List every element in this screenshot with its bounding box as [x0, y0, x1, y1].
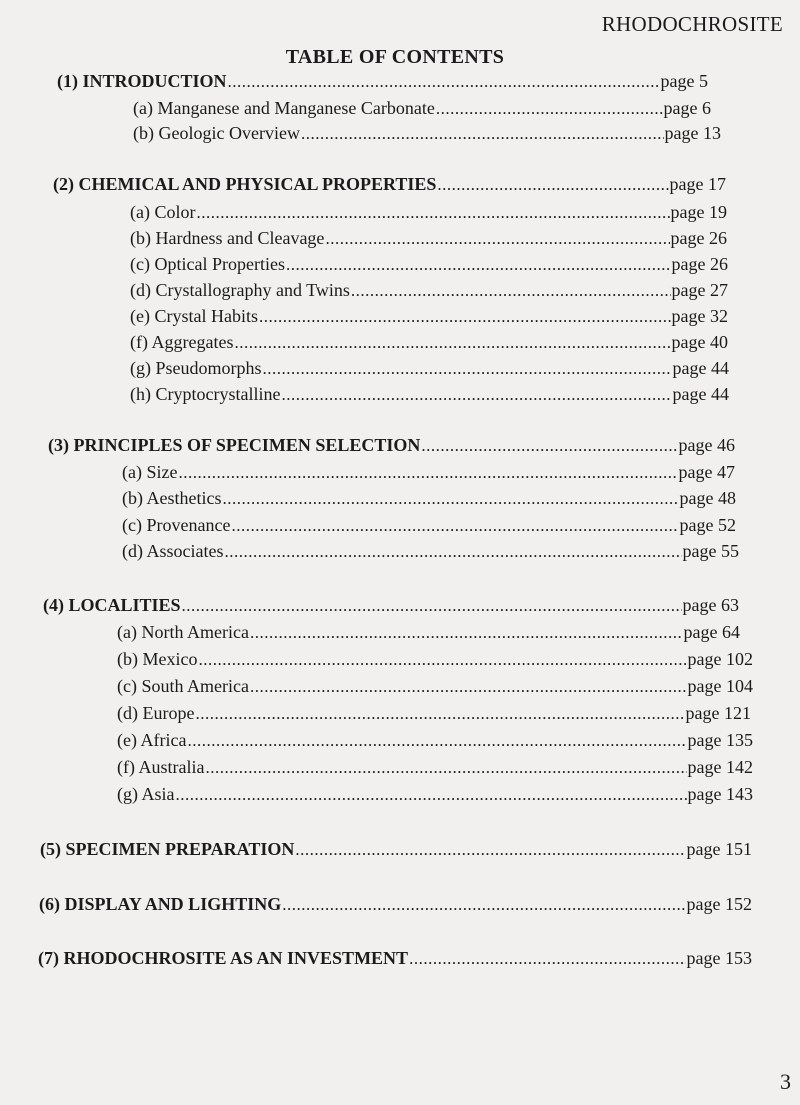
dot-leader [198, 649, 686, 671]
toc-section-3 [48, 434, 735, 457]
toc-entry [133, 122, 721, 145]
dot-leader [234, 332, 670, 354]
toc-entry [122, 514, 736, 537]
toc-section-1 [57, 70, 708, 93]
toc-page-ref: page 104 [687, 676, 753, 696]
toc-entry-label: (a) Manganese and Manganese Carbonate [133, 98, 435, 118]
toc-section-label: (5) SPECIMEN PREPARATION [40, 839, 295, 859]
toc-entry [130, 331, 728, 354]
toc-entry-label: (h) Cryptocrystalline [130, 384, 281, 404]
dot-leader [178, 462, 677, 484]
dot-leader [176, 784, 687, 806]
toc-entry-label: (b) Hardness and Cleavage [130, 228, 325, 248]
dot-leader [282, 894, 685, 916]
dot-leader [437, 174, 668, 196]
dot-leader [228, 71, 660, 93]
dot-leader [182, 595, 682, 617]
toc-entry-label: (c) South America [117, 676, 249, 696]
dot-leader [231, 515, 678, 537]
toc-page-ref: page 26 [671, 254, 728, 274]
toc-section-label: (7) RHODOCHROSITE AS AN INVESTMENT [38, 948, 409, 968]
toc-entry-label: (g) Asia [117, 784, 175, 804]
dot-leader [187, 730, 686, 752]
toc-entry-label: (e) Crystal Habits [130, 306, 258, 326]
toc-page-ref: page 5 [660, 71, 708, 91]
running-head: RHODOCHROSITE [601, 12, 783, 36]
toc-entry [122, 461, 735, 484]
dot-leader [409, 948, 685, 970]
dot-leader [224, 541, 681, 563]
toc-entry-label: (g) Pseudomorphs [130, 358, 262, 378]
toc-page-ref: page 151 [686, 839, 752, 859]
toc-entry-label: (c) Provenance [122, 515, 231, 535]
dot-leader [259, 306, 671, 328]
dot-leader [196, 202, 669, 224]
toc-entry-label: (e) Africa [117, 730, 187, 750]
dot-leader [195, 703, 684, 725]
toc-entry [117, 675, 753, 698]
toc-page-ref: page 153 [686, 948, 752, 968]
toc-entry-label: (d) Crystallography and Twins [130, 280, 350, 300]
toc-page-ref: page 143 [687, 784, 753, 804]
toc-page-ref: page 63 [682, 595, 739, 615]
toc-entry-label: (d) Europe [117, 703, 195, 723]
dot-leader [281, 384, 671, 406]
toc-entry-label: (b) Geologic Overview [133, 123, 300, 143]
toc-entry [130, 357, 729, 380]
toc-entry-label: (d) Associates [122, 541, 224, 561]
toc-entry-label: (b) Mexico [117, 649, 198, 669]
dot-leader [222, 488, 678, 510]
toc-page-ref: page 26 [670, 228, 727, 248]
toc-section-label: (1) INTRODUCTION [57, 71, 227, 91]
dot-leader [250, 676, 687, 698]
dot-leader [351, 280, 671, 302]
toc-page-ref: page 152 [686, 894, 752, 914]
toc-page-ref: page 55 [682, 541, 739, 561]
toc-entry [117, 783, 753, 806]
toc-title: TABLE OF CONTENTS [285, 46, 505, 68]
toc-entry [130, 305, 728, 328]
dot-leader [263, 358, 672, 380]
dot-leader [301, 123, 664, 145]
dot-leader [286, 254, 671, 276]
toc-entry [130, 253, 728, 276]
toc-entry-label: (f) Aggregates [130, 332, 234, 352]
dot-leader [436, 98, 663, 120]
toc-page-ref: page 13 [664, 123, 721, 143]
toc-section-7 [38, 947, 752, 970]
toc-section-4 [43, 594, 739, 617]
toc-entry-label: (f) Australia [117, 757, 205, 777]
toc-section-label: (3) PRINCIPLES OF SPECIMEN SELECTION [48, 435, 421, 455]
toc-section-label: (6) DISPLAY AND LIGHTING [39, 894, 282, 914]
toc-page-ref: page 142 [687, 757, 753, 777]
toc-entry [117, 648, 753, 671]
toc-page-ref: page 40 [671, 332, 728, 352]
toc-section-label: (4) LOCALITIES [43, 595, 181, 615]
toc-entry-label: (c) Optical Properties [130, 254, 285, 274]
toc-section-2 [53, 173, 726, 196]
toc-page-ref: page 44 [672, 384, 729, 404]
toc-entry-label: (a) Size [122, 462, 178, 482]
toc-page-ref: page 135 [687, 730, 753, 750]
toc-entry [122, 540, 739, 563]
page-number: 3 [780, 1069, 791, 1094]
toc-page-ref: page 27 [671, 280, 728, 300]
dot-leader [295, 839, 685, 861]
toc-entry [133, 97, 711, 120]
toc-page-ref: page 121 [685, 703, 751, 723]
toc-entry [130, 227, 727, 250]
toc-page-ref: page 32 [671, 306, 728, 326]
toc-entry [130, 279, 728, 302]
toc-page-ref: page 52 [679, 515, 736, 535]
dot-leader [250, 622, 683, 644]
toc-page-ref: page 17 [669, 174, 726, 194]
toc-entry-label: (a) Color [130, 202, 196, 222]
toc-entry [122, 487, 736, 510]
toc-page-ref: page 44 [672, 358, 729, 378]
dot-leader [205, 757, 686, 779]
toc-page-ref: page 102 [687, 649, 753, 669]
toc-entry-label: (a) North America [117, 622, 249, 642]
dot-leader [421, 435, 677, 457]
toc-entry [117, 756, 753, 779]
toc-entry [117, 729, 753, 752]
toc-entry [130, 383, 729, 406]
toc-section-6 [39, 893, 752, 916]
toc-entry [117, 621, 740, 644]
toc-page-ref: page 19 [670, 202, 727, 222]
toc-page-ref: page 64 [683, 622, 740, 642]
toc-page-ref: page 47 [678, 462, 735, 482]
toc-section-label: (2) CHEMICAL AND PHYSICAL PROPERTIES [53, 174, 437, 194]
toc-page-ref: page 48 [679, 488, 736, 508]
toc-entry [117, 702, 751, 725]
toc-entry-label: (b) Aesthetics [122, 488, 222, 508]
toc-section-5 [40, 838, 752, 861]
toc-page-ref: page 46 [678, 435, 735, 455]
toc-page-ref: page 6 [663, 98, 711, 118]
toc-entry [130, 201, 727, 224]
dot-leader [325, 228, 669, 250]
